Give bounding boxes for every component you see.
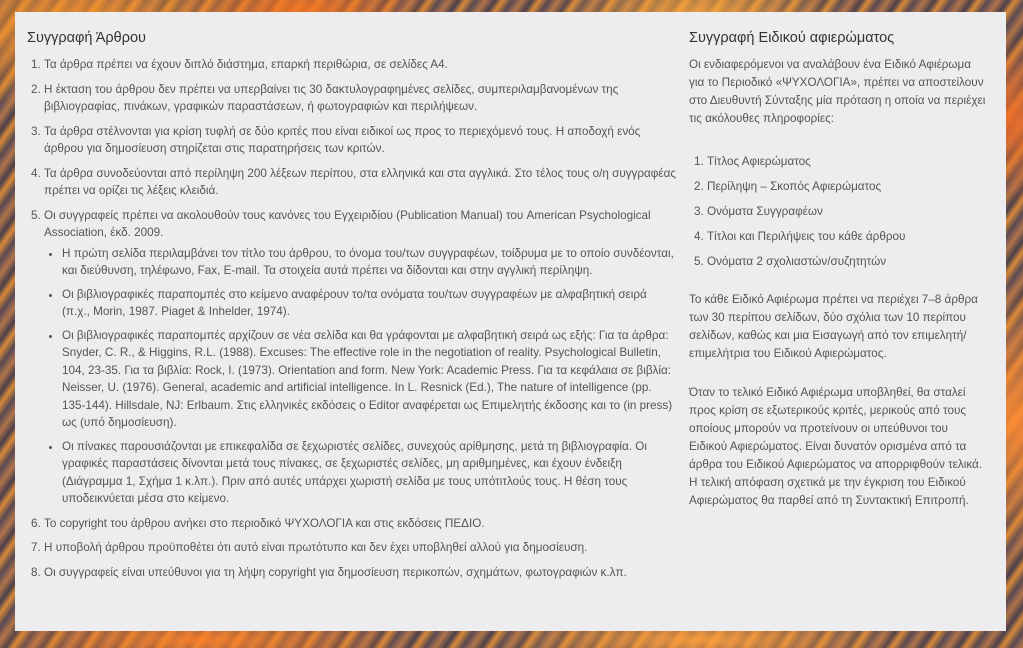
apa-subrule-4: • Οι πίνακες παρουσιάζονται με επικεφαλίδα σε ξεχωριστές σελίδες, συνεχούς αρίθμησης, μετά τη βιβλιογραφία. Οι γραφικές παραστάσεις δίνονται μετά τους πίνακες, σε ξεχωριστές σελίδες, μη αριθμημένες, και έχουν ένδειξη (Διάγραμμα 1, Σχήμα 1 κ.λπ.). Πριν από αυτές υπάρχει χωριστή σελίδα με τους υπότιτλούς τους. Η θέση τους υποδεικνύεται μέσα στο κείμενο. <box>62 438 677 508</box>
special-item-1: 1. Τίτλος Αφιερώματος <box>707 149 989 174</box>
article-guidelines-column <box>27 30 677 588</box>
special-issue-intro: Οι ενδιαφερόμενοι να αναλάβουν ένα Ειδικό Αφιέρωμα για το Περιοδικό «ΨΥΧΟΛΟΓΙΑ», πρέπει να αποστείλουν στο Διευθυντή Σύνταξης μία πρόταση η οποία να περιέχει τις ακόλουθες πληροφορίες: <box>689 58 986 125</box>
article-rule-5-text: Οι συγγραφείς πρέπει να ακολουθούν τους κανόνες του Εγχειριδίου (Publication Manual) του American Psychological Association, έκδ. 2009. <box>44 208 651 239</box>
article-title: Συγγραφή Άρθρου <box>27 30 146 46</box>
article-rule-8: 8. Οι συγγραφείς είναι υπεύθυνοι για τη λήψη copyright για δημοσίευση περικοπών, σχημάτων, φωτογραφιών κ.λπ. <box>44 564 677 582</box>
special-item-2: 2. Περίληψη – Σκοπός Αφιερώματος <box>707 174 989 199</box>
special-issue-items-list <box>689 149 989 274</box>
article-rule-4: 4. Τα άρθρα συνοδεύονται από περίληψη 200 λέξεων περίπου, στα ελληνικά και στα αγγλικά. Στο τέλος τους ο/η συγγραφέας πρέπει να ορίζει τις λέξεις κλειδιά. <box>44 165 677 200</box>
special-issue-paragraph-3: Όταν το τελικό Ειδικό Αφιέρωμα υποβληθεί, θα σταλεί προς κρίση σε εξωτερικούς κριτές, μερικούς από τους οποίους μπορούν να προτείνουν οι υπεύθυνοι του Ειδικού Αφιερώματος. Είναι δυνατόν ορισμένα από τα άρθρα του Ειδικού Αφιερώματος να απορριφθούν τελικά. Η τελική απόφαση σχετικά με την έγκριση του Ειδικού Αφιερώματος θα παρθεί από τη Συντακτική Επιτροπή. <box>689 386 983 507</box>
special-issue-column <box>689 30 989 531</box>
apa-subrule-1: • Η πρώτη σελίδα περιλαμβάνει τον τίτλο του άρθρου, το όνομα του/των συγγραφέων, τοίδρυμα με το οποίο συνδέονται, και διεύθυνση, τηλέφωνο, Fax, E-mail. Τα στοιχεία αυτά πρέπει να δίδονται και στην αγγλική περίληψη. <box>62 245 677 280</box>
special-item-3: 3. Ονόματα Συγγραφέων <box>707 199 989 224</box>
apa-subrules-list <box>44 245 677 508</box>
special-issue-title: Συγγραφή Ειδικού αφιερώματος <box>689 30 895 46</box>
special-issue-paragraph-2: Το κάθε Ειδικό Αφιέρωμα πρέπει να περιέχει 7–8 άρθρα των 30 περίπου σελίδων, δύο σχόλια των 10 περίπου σελίδων, καθώς και μια Εισαγωγή από τον επιμελητή/επιμελήτρια του Ειδικού Αφιερώματος. <box>689 293 978 360</box>
apa-subrule-2: • Οι βιβλιογραφικές παραπομπές στο κείμενο αναφέρουν το/τα ονόματα του/των συγγραφέων με αλφαβητική σειρά (π.χ., Morin, 1987. Piaget & Inhelder, 1974). <box>62 286 677 321</box>
article-rules-list <box>27 56 677 581</box>
article-rule-3: 3. Τα άρθρα στέλνονται για κρίση τυφλή σε δύο κριτές που είναι ειδικοί ως προς το περιεχόμενό τους. Η αποδοχή ενός άρθρου για δημοσίευση στηρίζεται στις παρατηρήσεις των κριτών. <box>44 123 677 158</box>
article-rule-1: 1. Τα άρθρα πρέπει να έχουν διπλό διάστημα, επαρκή περιθώρια, σε σελίδες Α4. <box>44 56 677 74</box>
special-item-5: 5. Ονόματα 2 σχολιαστών/συζητητών <box>707 249 989 274</box>
apa-subrule-3: • Οι βιβλιογραφικές παραπομπές αρχίζουν σε νέα σελίδα και θα γράφονται με αλφαβητική σειρά ως εξής: Για τα άρθρα: Snyder, C. R., & Higgins, R.L. (1988). Excuses: The effective role in the negotiation of reality. Psychological Bulletin, 104, 23-35. Για τα βιβλία: Rock, I. (1973). Orientation and form. New York: Academic Press. Για τα κεφάλαια σε βιβλία: Neisser, U. (1976). General, academic and artificial intelligence. In L. Resnick (Ed.), The nature of intelligence (pp. 135-144). Hillsdale, NJ: Erlbaum. Στις ελληνικές εκδόσεις ο Editor αναφέρεται ως Επιμελητής έκδοσης και το (in press) ως (υπό δημοσίευση). <box>62 327 677 432</box>
article-rule-2: 2. Η έκταση του άρθρου δεν πρέπει να υπερβαίνει τις 30 δακτυλογραφημένες σελίδες, συμπεριλαμβανομένων της βιβλιογραφίας, πινάκων, γραφικών παραστάσεων, ή φωτογραφιών και περιλήψεων. <box>44 81 677 116</box>
content-card <box>15 12 1006 631</box>
article-rule-6: 6. Το copyright του άρθρου ανήκει στο περιοδικό ΨΥΧΟΛΟΓΙΑ και στις εκδόσεις ΠΕΔΙΟ. <box>44 515 677 533</box>
article-rule-7: 7. Η υποβολή άρθρου προϋποθέτει ότι αυτό είναι πρωτότυπο και δεν έχει υποβληθεί αλλού για δημοσίευση. <box>44 539 677 557</box>
article-rule-5 <box>44 207 677 508</box>
special-item-4: 4. Τίτλοι και Περιλήψεις του κάθε άρθρου <box>707 224 989 249</box>
